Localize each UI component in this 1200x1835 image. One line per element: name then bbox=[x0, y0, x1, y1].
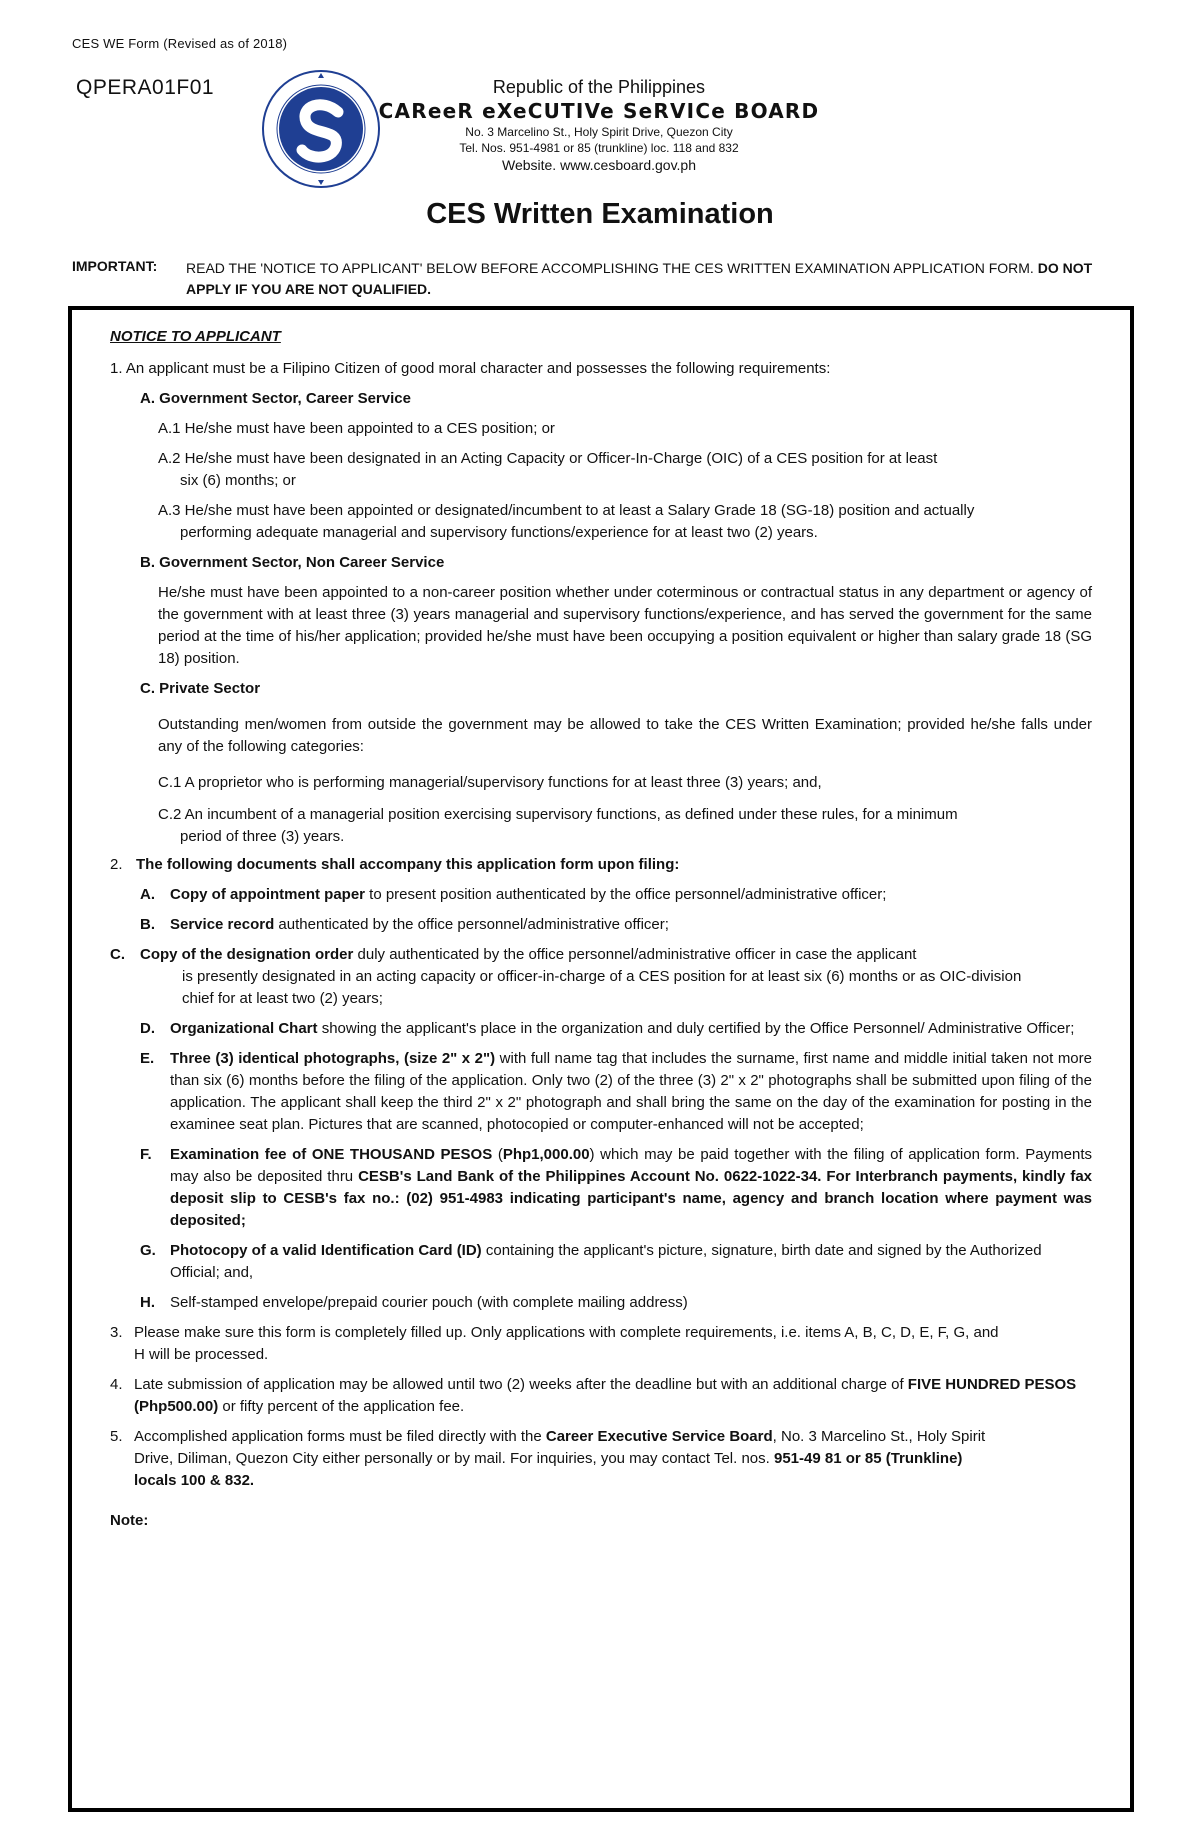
item-number: 2. bbox=[110, 856, 123, 873]
notice-box bbox=[68, 306, 1134, 1812]
text-run: FIVE HUNDRED PESOS (Php500.00) bbox=[134, 1376, 1077, 1415]
section-b-text: He/she must have been appointed to a non-career position whether under coterminous or contractual status in any department or agency of the government with at least three (3) years managerial and supervisory functions/experience, and has served the government for the same period at the time of his/her application; provided he/she must have been occupying a position equivalent or higher than salary grade 18 (SG 18) position. bbox=[158, 584, 1092, 667]
section-a3-line2: performing adequate managerial and supervisory functions/experience for at least two (2) years. bbox=[180, 524, 818, 541]
doc-d-bold: Organizational Chart bbox=[170, 1020, 318, 1037]
note-label: Note: bbox=[110, 1512, 149, 1529]
document-item-h bbox=[140, 1292, 1092, 1314]
requirement-item-4 bbox=[110, 1374, 1092, 1418]
text-run: Examination fee of ONE THOUSAND PESOS bbox=[170, 1146, 493, 1163]
item-number: 3. bbox=[110, 1324, 123, 1341]
important-label: IMPORTANT: bbox=[72, 258, 158, 274]
section-c2-line1: C.2 An incumbent of a managerial position exercising supervisory functions, as defined under these rules, for a minimum bbox=[158, 806, 958, 823]
board-address: No. 3 Marcelino St., Holy Spirit Drive, Quezon City bbox=[465, 125, 733, 139]
item-letter: G. bbox=[140, 1242, 156, 1259]
doc-f-text bbox=[170, 1144, 1092, 1232]
item-number: 5. bbox=[110, 1428, 123, 1445]
doc-h-text: Self-stamped envelope/prepaid courier pouch (with complete mailing address) bbox=[170, 1294, 688, 1311]
form-code: QPERA01F01 bbox=[76, 76, 215, 99]
document-item-e bbox=[140, 1048, 1092, 1136]
section-c-title: C. Private Sector bbox=[140, 680, 261, 697]
item-letter: F. bbox=[140, 1146, 152, 1163]
text-run: Late submission of application may be allowed until two (2) weeks after the deadline but with an additional charge of bbox=[134, 1376, 908, 1393]
doc-g-bold: Photocopy of a valid Identification Card (ID) bbox=[170, 1242, 482, 1259]
board-name: CAReeR eXeCUTIVe SeRVICe BOARD bbox=[378, 99, 820, 123]
item-3-text: Please make sure this form is completely filled up. Only applications with complete requirements, i.e. items A, B, C, D, E, F, G, and H will be processed. bbox=[134, 1324, 999, 1363]
section-b-title: B. Government Sector, Non Career Service bbox=[140, 554, 445, 571]
doc-e-bold: Three (3) identical photographs, (size 2" x 2") bbox=[170, 1050, 496, 1067]
item-4-text bbox=[134, 1374, 1092, 1418]
text-run: Career Executive Service Board bbox=[545, 1428, 773, 1445]
doc-c-text-1: duly authenticated by the office personnel/administrative officer in case the applicant bbox=[353, 946, 917, 963]
section-a2-line1: A.2 He/she must have been designated in an Acting Capacity or Officer-In-Charge (OIC) of a CES position for at least bbox=[158, 450, 938, 467]
document-item-a bbox=[140, 884, 1092, 906]
item-letter: C. bbox=[110, 946, 125, 963]
text-run: ( bbox=[492, 1146, 503, 1163]
text-run: ) which may be paid together with the filing of application form. Payments may also be deposited thru bbox=[170, 1146, 1092, 1185]
item-5-text bbox=[134, 1426, 1092, 1492]
item-letter: E. bbox=[140, 1050, 155, 1067]
requirement-item-2 bbox=[110, 854, 1092, 876]
board-website: Website. www.cesboard.gov.ph bbox=[501, 157, 697, 173]
important-body: READ THE 'NOTICE TO APPLICANT' BELOW BEFORE ACCOMPLISHING THE CES WRITTEN EXAMINATION APPLICATION FORM. bbox=[186, 260, 1034, 276]
doc-e-text: with full name tag that includes the surname, first name and middle initial taken not more than six (6) months before the filing of the application. Only two (2) of the three (3) 2" x 2" photographs shall be submitted upon filing of the application. The applicant shall keep the third 2" x 2" photograph and shall bring the same on the day of the examination for posting in the examinee seat plan. Pictures that are scanned, photocopied or computer-enhanced will not be accepted; bbox=[170, 1050, 1092, 1133]
doc-c-text-3: chief for at least two (2) years; bbox=[182, 990, 383, 1007]
section-a1: A.1 He/she must have been appointed to a CES position; or bbox=[158, 420, 555, 437]
text-run: Accomplished application forms must be filed directly with the bbox=[134, 1428, 546, 1445]
requirement-item-1: 1. An applicant must be a Filipino Citizen of good moral character and possesses the following requirements: bbox=[110, 360, 831, 377]
text-run: , No. 3 Marcelino St., Holy Spirit Drive, Diliman, Quezon City either personally or by mail. For inquiries, you may contact Tel. nos. bbox=[134, 1428, 986, 1467]
doc-g-text: containing the applicant's picture, signature, birth date and signed by the Authorized Official; and, bbox=[170, 1242, 1042, 1281]
requirement-item-3 bbox=[110, 1322, 1092, 1366]
republic-text: Republic of the Philippines bbox=[492, 77, 706, 97]
text-run: Php1,000.00 bbox=[502, 1146, 590, 1163]
ceseb-seal-icon bbox=[260, 68, 382, 190]
item-2-title: The following documents shall accompany this application form upon filing: bbox=[136, 856, 680, 873]
section-a-title: A. Government Sector, Career Service bbox=[140, 390, 411, 407]
form-revision: CES WE Form (Revised as of 2018) bbox=[72, 36, 288, 51]
item-letter: A. bbox=[140, 886, 155, 903]
important-text bbox=[186, 258, 1134, 300]
agency-header bbox=[376, 76, 822, 174]
text-run: CESB's Land Bank of the Philippines Account No. 0622-1022-34. For Interbranch payments, kindly fax deposit slip to CESB's fax no.: (02) 951-4983 indicating participant's name, agency and branch location where payment was deposited; bbox=[170, 1168, 1093, 1229]
doc-d-text: showing the applicant's place in the organization and duly certified by the Office Personnel/ Administrative Officer; bbox=[317, 1020, 1075, 1037]
section-c2-line2: period of three (3) years. bbox=[180, 828, 345, 845]
item-letter: D. bbox=[140, 1020, 155, 1037]
section-a2-line2: six (6) months; or bbox=[180, 472, 296, 489]
doc-a-bold: Copy of appointment paper bbox=[170, 886, 365, 903]
section-a3-line1: A.3 He/she must have been appointed or designated/incumbent to at least a Salary Grade 18 (SG-18) position and actually bbox=[158, 502, 975, 519]
requirement-item-5 bbox=[110, 1426, 1092, 1492]
page-title: CES Written Examination bbox=[426, 198, 774, 230]
item-number: 4. bbox=[110, 1376, 123, 1393]
section-c1: C.1 A proprietor who is performing managerial/supervisory functions for at least three (3) years; and, bbox=[158, 774, 822, 791]
item-letter: B. bbox=[140, 916, 155, 933]
document-item-d bbox=[140, 1018, 1092, 1040]
notice-title: NOTICE TO APPLICANT bbox=[110, 328, 281, 345]
section-c-text: Outstanding men/women from outside the government may be allowed to take the CES Written Examination; provided he/she falls under any of the following categories: bbox=[158, 716, 1092, 755]
document-item-f bbox=[140, 1144, 1092, 1232]
text-run: 951-49 81 or 85 (Trunkline) locals 100 & 832. bbox=[134, 1450, 963, 1489]
doc-b-text: authenticated by the office personnel/administrative officer; bbox=[274, 916, 669, 933]
doc-a-text: to present position authenticated by the office personnel/administrative officer; bbox=[365, 886, 887, 903]
doc-c-text-2: is presently designated in an acting capacity or officer-in-charge of a CES position for at least six (6) months or as OIC-division bbox=[182, 968, 1022, 985]
text-run: or fifty percent of the application fee. bbox=[218, 1398, 465, 1415]
document-item-g bbox=[140, 1240, 1092, 1284]
document-item-b bbox=[140, 914, 1092, 936]
important-warning: DO NOT APPLY IF YOU ARE NOT QUALIFIED. bbox=[186, 260, 1093, 297]
item-letter: H. bbox=[140, 1294, 155, 1311]
doc-b-bold: Service record bbox=[170, 916, 275, 933]
board-telephone: Tel. Nos. 951-4981 or 85 (trunkline) loc. 118 and 832 bbox=[459, 141, 739, 155]
doc-c-bold: Copy of the designation order bbox=[140, 946, 354, 963]
document-item-c bbox=[110, 944, 1092, 1010]
